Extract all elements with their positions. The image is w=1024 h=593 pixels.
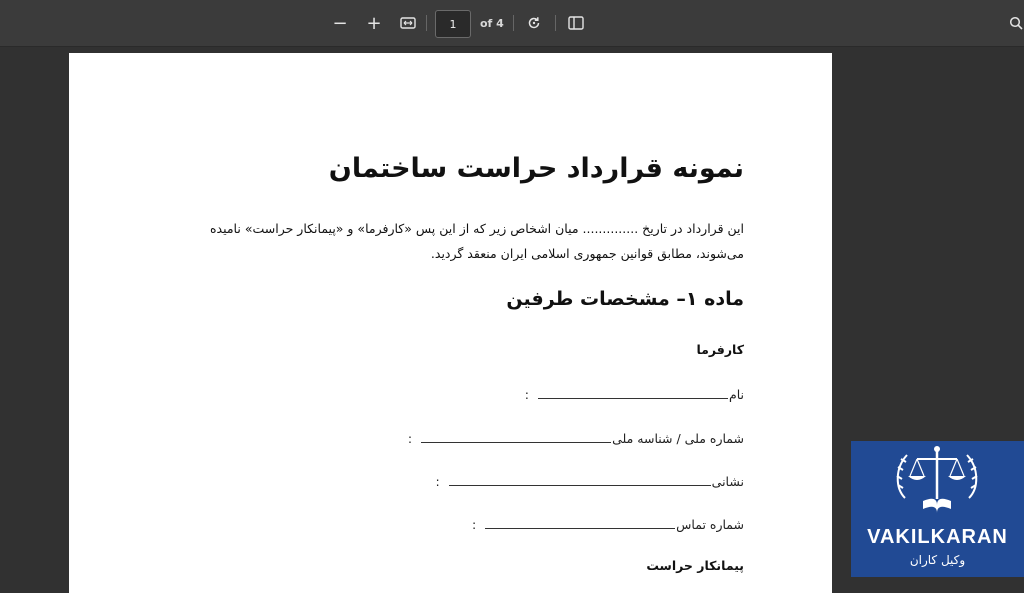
field-colon: : xyxy=(524,387,529,402)
address-field xyxy=(435,473,744,489)
pdf-toolbar xyxy=(0,0,1024,47)
field-label: نشانی xyxy=(711,474,744,489)
field-colon: : xyxy=(407,431,413,446)
fit-page-button[interactable] xyxy=(396,11,420,35)
search-button[interactable] xyxy=(1004,11,1024,35)
scales-of-justice-icon xyxy=(887,443,987,523)
page-number-input[interactable] xyxy=(435,10,471,38)
zoom-out-button[interactable] xyxy=(328,11,352,35)
logo-wordmark: VAKILKARAN xyxy=(867,526,1008,548)
national-id-field xyxy=(408,430,744,446)
field-label: شماره ملی / شناسه ملی xyxy=(612,431,744,446)
page-count-label: of 4 xyxy=(480,17,504,30)
document-properties-icon xyxy=(568,16,584,30)
toolbar-divider xyxy=(426,15,427,31)
field-label: شماره تماس xyxy=(676,517,744,532)
field-colon: : xyxy=(471,517,477,532)
document-title: نمونه قرارداد حراست ساختمان xyxy=(328,153,744,184)
section-heading: ماده ۱– مشخصات طرفین xyxy=(506,288,744,310)
field-label: نام xyxy=(728,387,744,402)
toolbar-divider xyxy=(513,15,514,31)
fit-width-icon xyxy=(400,17,416,29)
toolbar-divider xyxy=(555,15,556,31)
logo-subtitle: وکیل کاران xyxy=(909,553,966,567)
employer-heading: کارفرما xyxy=(696,342,744,357)
pdf-page xyxy=(69,53,832,593)
rotate-icon xyxy=(526,15,542,31)
search-icon xyxy=(1009,16,1023,30)
rotate-button[interactable] xyxy=(522,11,546,35)
minus-icon: − xyxy=(332,12,348,34)
intro-paragraph: این قرارداد در تاریخ .............. میان اشخاص زیر که از این پس «کارفرما» و «پیمانکار حراست» نامیده می‌شوند، مطابق قوانین جمهوری اسلامی ایران منعقد گردید. xyxy=(209,221,744,261)
name-field xyxy=(525,386,744,402)
document-properties-button[interactable] xyxy=(564,11,588,35)
field-colon: : xyxy=(435,474,440,489)
vakilkaran-logo xyxy=(851,441,1024,577)
plus-icon: + xyxy=(366,12,382,34)
zoom-in-button[interactable] xyxy=(362,11,386,35)
contractor-heading: پیمانکار حراست xyxy=(646,558,744,573)
phone-field xyxy=(472,516,744,532)
